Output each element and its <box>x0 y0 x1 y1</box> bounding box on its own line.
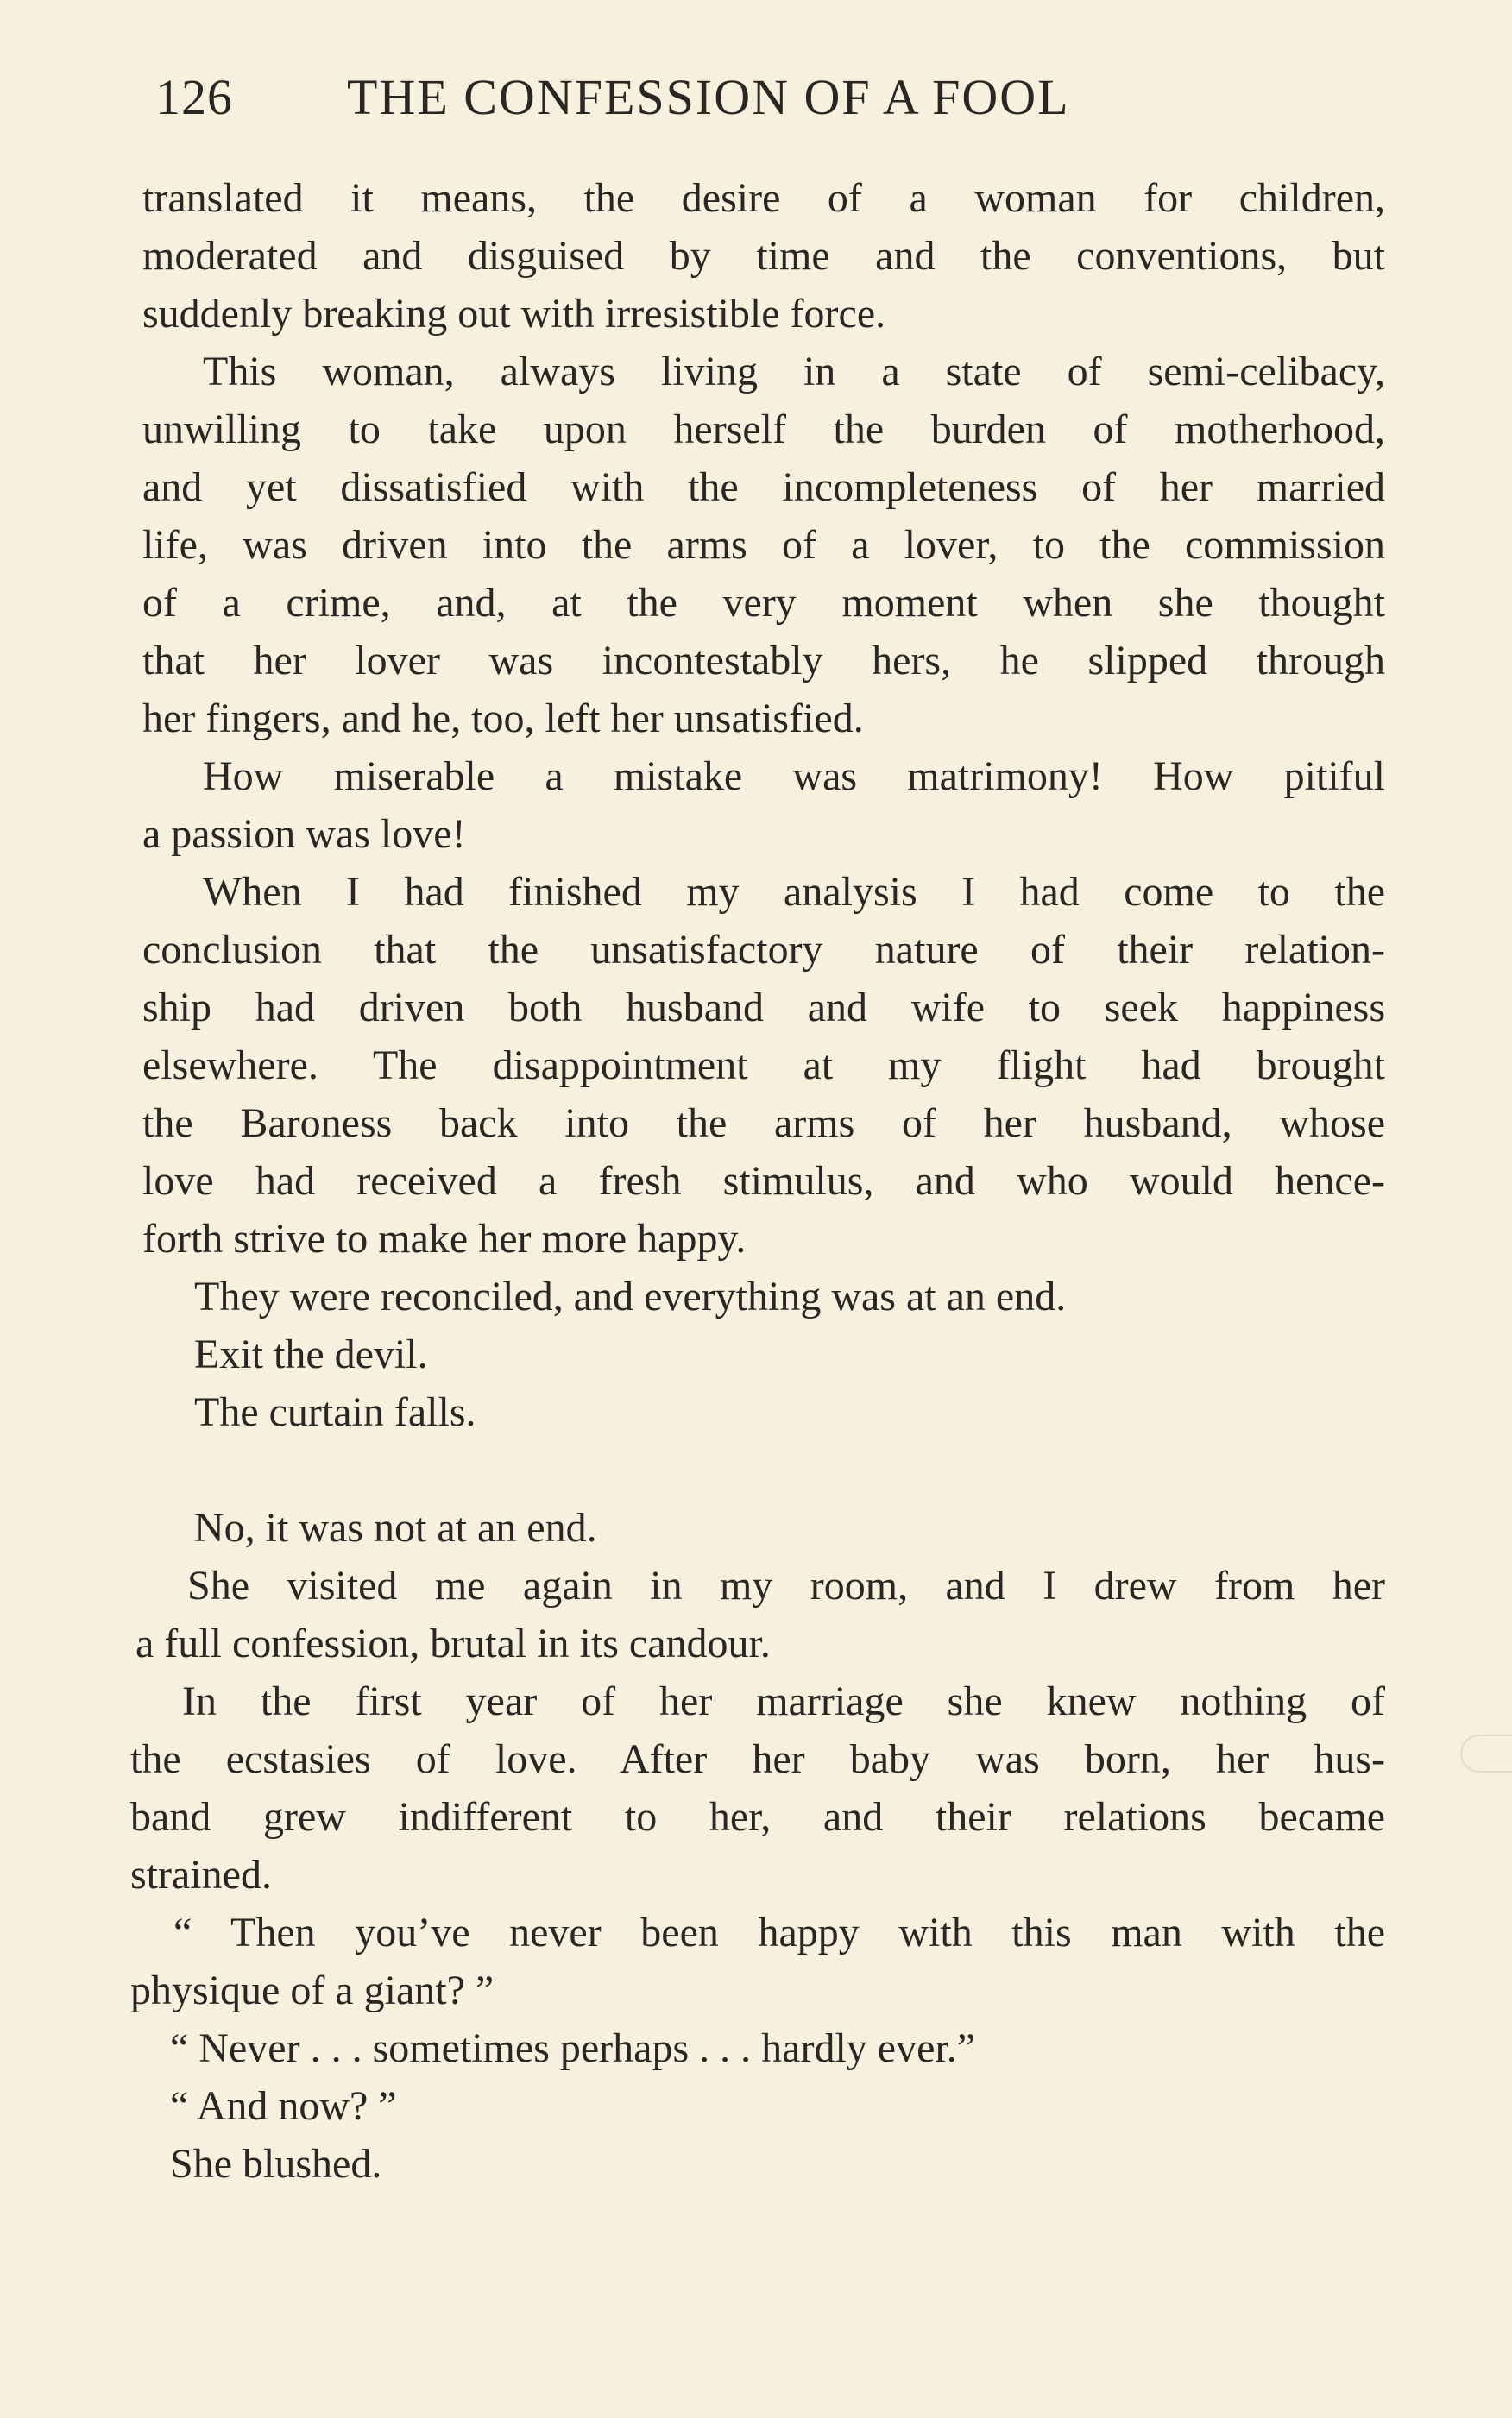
text-line: the Baroness back into the arms of her husband, whose <box>142 1100 1385 1146</box>
text-line: In the first year of her marriage she knew nothing of <box>182 1678 1385 1724</box>
text-line: the ecstasies of love. After her baby was born, her hus- <box>130 1736 1385 1782</box>
text-line: She visited me again in my room, and I drew from her <box>187 1563 1385 1609</box>
page-number: 126 <box>155 69 233 125</box>
text-line: that her lover was incontestably hers, he slipped through <box>142 638 1385 683</box>
text-line: conclusion that the unsatisfactory nature of their relation- <box>142 927 1385 973</box>
text-line: of a crime, and, at the very moment when she thought <box>142 580 1385 626</box>
text-line: suddenly breaking out with irresistible force. <box>142 291 886 337</box>
text-line: “ And now? ” <box>170 2083 397 2129</box>
text-line: ship had driven both husband and wife to seek happiness <box>142 985 1385 1030</box>
text-line: her fingers, and he, too, left her unsatisfied. <box>142 696 864 741</box>
text-line: elsewhere. The disappointment at my flight had brought <box>142 1042 1385 1088</box>
text-line: and yet dissatisfied with the incompleteness of her married <box>142 464 1385 510</box>
text-line: a full confession, brutal in its candour. <box>135 1621 771 1666</box>
running-title: THE CONFESSION OF A FOOL <box>347 69 1070 125</box>
text-line: translated it means, the desire of a woman for children, <box>142 175 1385 221</box>
text-line: She blushed. <box>170 2141 382 2187</box>
text-line: This woman, always living in a state of semi-celibacy, <box>203 349 1385 394</box>
text-line: Exit the devil. <box>194 1332 428 1377</box>
text-line: band grew indifferent to her, and their relations became <box>130 1794 1385 1840</box>
text-line: life, was driven into the arms of a lover, to the commission <box>142 522 1385 568</box>
section-break <box>142 1441 1385 1499</box>
text-line: When I had finished my analysis I had come to the <box>203 869 1385 915</box>
text-line: moderated and disguised by time and the conventions, but <box>142 233 1385 279</box>
text-line: a passion was love! <box>142 811 466 857</box>
body-text <box>130 169 1385 2193</box>
page-edge-mark <box>1460 1735 1512 1773</box>
text-line: “ Then you’ve never been happy with this man with the <box>173 1910 1385 1955</box>
text-line: forth strive to make her more happy. <box>142 1216 747 1262</box>
text-line: How miserable a mistake was matrimony! How pitiful <box>203 753 1385 799</box>
text-line: strained. <box>130 1852 272 1898</box>
text-line: love had received a fresh stimulus, and who would hence- <box>142 1158 1385 1204</box>
text-line: The curtain falls. <box>194 1389 476 1435</box>
text-line: No, it was not at an end. <box>194 1505 597 1551</box>
text-line: They were reconciled, and everything was at an end. <box>194 1274 1067 1319</box>
text-line: “ Never . . . sometimes perhaps . . . hardly ever.” <box>170 2025 976 2071</box>
text-line: unwilling to take upon herself the burden of motherhood, <box>142 406 1385 452</box>
text-line: physique of a giant? ” <box>130 1968 495 2013</box>
running-header <box>155 67 1398 128</box>
